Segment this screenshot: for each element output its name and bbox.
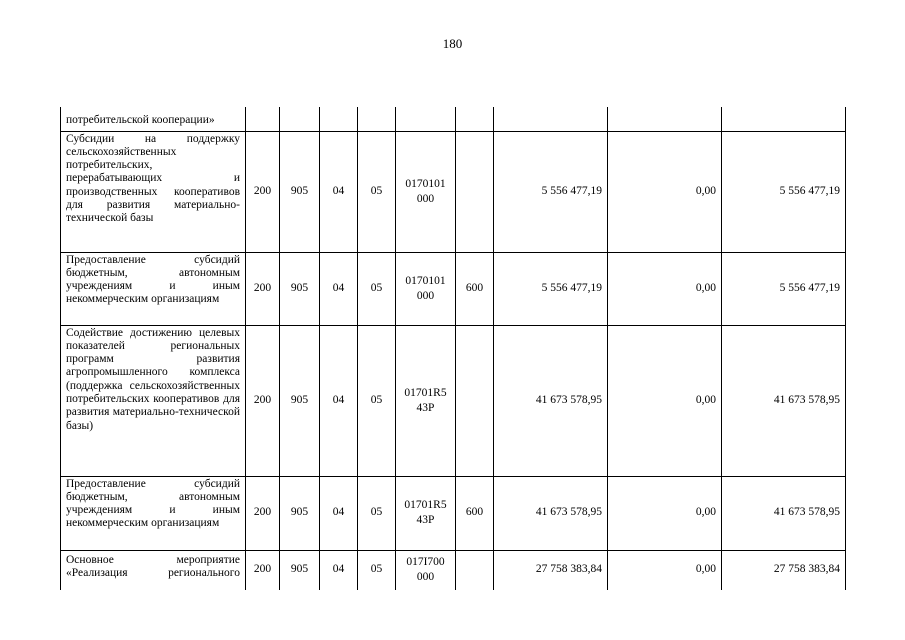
cell-name: Предоставление субсидий бюджетным, автономным учреждениям и иным некоммерческим организациям: [61, 476, 246, 550]
table-row: [61, 131, 846, 252]
table-row: [61, 325, 846, 476]
cell-amount-3: 27 758 383,84: [722, 550, 846, 590]
cell-target-code: [396, 252, 456, 325]
cell-amount-1: 27 758 383,84: [494, 550, 608, 590]
cell-grbs: 200: [246, 325, 280, 476]
cell-vedomstvo: [280, 107, 320, 131]
cell-expense-type: 600: [456, 252, 494, 325]
cell-amount-3: 5 556 477,19: [722, 252, 846, 325]
cell-razdel: 04: [320, 252, 358, 325]
target-code-line-2: 000: [416, 192, 435, 205]
cell-name: Содействие достижению целевых показателей региональных программ развития агропромышленного комплекса (поддержка сельскохозяйственных потребительских кооперативов для развития материально-технической базы): [61, 325, 246, 476]
cell-target-code: [396, 476, 456, 550]
cell-podrazdel: [358, 107, 396, 131]
cell-name: Предоставление субсидий бюджетным, автономным учреждениям и иным некоммерческим организациям: [61, 252, 246, 325]
cell-razdel: 04: [320, 325, 358, 476]
cell-amount-3: 5 556 477,19: [722, 131, 846, 252]
cell-grbs: 200: [246, 550, 280, 590]
cell-amount-2: [608, 107, 722, 131]
cell-expense-type: [456, 107, 494, 131]
cell-name: Субсидии на поддержку сельскохозяйственных потребительских, перерабатывающих и производственных кооперативов для развития материально-технической базы: [61, 131, 246, 252]
target-code-line-1: 0170101: [405, 177, 446, 190]
cell-target-code: [396, 325, 456, 476]
cell-amount-2: 0,00: [608, 325, 722, 476]
cell-name: Основное мероприятие «Реализация регионального: [61, 550, 246, 590]
cell-razdel: 04: [320, 550, 358, 590]
cell-vedomstvo: 905: [280, 252, 320, 325]
cell-podrazdel: 05: [358, 131, 396, 252]
budget-table-wrapper: [60, 107, 846, 590]
cell-name: потребительской кооперации»: [61, 107, 246, 131]
cell-podrazdel: 05: [358, 325, 396, 476]
cell-amount-1: [494, 107, 608, 131]
cell-amount-2: 0,00: [608, 476, 722, 550]
cell-razdel: [320, 107, 358, 131]
cell-expense-type: [456, 325, 494, 476]
cell-amount-2: 0,00: [608, 550, 722, 590]
cell-amount-2: 0,00: [608, 131, 722, 252]
target-code-line-2: 43Р: [416, 401, 435, 414]
target-code-line-2: 43Р: [416, 514, 435, 526]
table-row: [61, 107, 846, 131]
cell-expense-type: [456, 550, 494, 590]
cell-podrazdel: 05: [358, 252, 396, 325]
cell-podrazdel: 05: [358, 476, 396, 550]
target-code-line-2: 000: [416, 571, 435, 583]
cell-amount-2: 0,00: [608, 252, 722, 325]
table-row: [61, 476, 846, 550]
table-row: [61, 550, 846, 590]
cell-expense-type: 600: [456, 476, 494, 550]
cell-amount-1: 41 673 578,95: [494, 476, 608, 550]
target-code-line-2: 000: [416, 289, 435, 302]
cell-amount-3: 41 673 578,95: [722, 325, 846, 476]
cell-grbs: 200: [246, 131, 280, 252]
cell-grbs: [246, 107, 280, 131]
table-row: [61, 252, 846, 325]
cell-razdel: 04: [320, 131, 358, 252]
cell-podrazdel: 05: [358, 550, 396, 590]
cell-amount-1: 5 556 477,19: [494, 252, 608, 325]
cell-target-code: [396, 107, 456, 131]
cell-amount-1: 5 556 477,19: [494, 131, 608, 252]
cell-amount-3: 41 673 578,95: [722, 476, 846, 550]
target-code-line-1: 017I700: [406, 556, 445, 568]
cell-vedomstvo: 905: [280, 476, 320, 550]
target-code-line-1: 01701R5: [404, 386, 447, 399]
target-code-line-1: 0170101: [405, 274, 446, 287]
cell-amount-3: [722, 107, 846, 131]
cell-grbs: 200: [246, 252, 280, 325]
cell-amount-1: 41 673 578,95: [494, 325, 608, 476]
cell-target-code: [396, 550, 456, 590]
cell-expense-type: [456, 131, 494, 252]
cell-razdel: 04: [320, 476, 358, 550]
cell-vedomstvo: 905: [280, 325, 320, 476]
cell-grbs: 200: [246, 476, 280, 550]
target-code-line-1: 01701R5: [404, 499, 447, 511]
cell-target-code: [396, 131, 456, 252]
cell-vedomstvo: 905: [280, 550, 320, 590]
page-number: 180: [442, 36, 463, 51]
cell-vedomstvo: 905: [280, 131, 320, 252]
budget-table: [60, 107, 846, 590]
